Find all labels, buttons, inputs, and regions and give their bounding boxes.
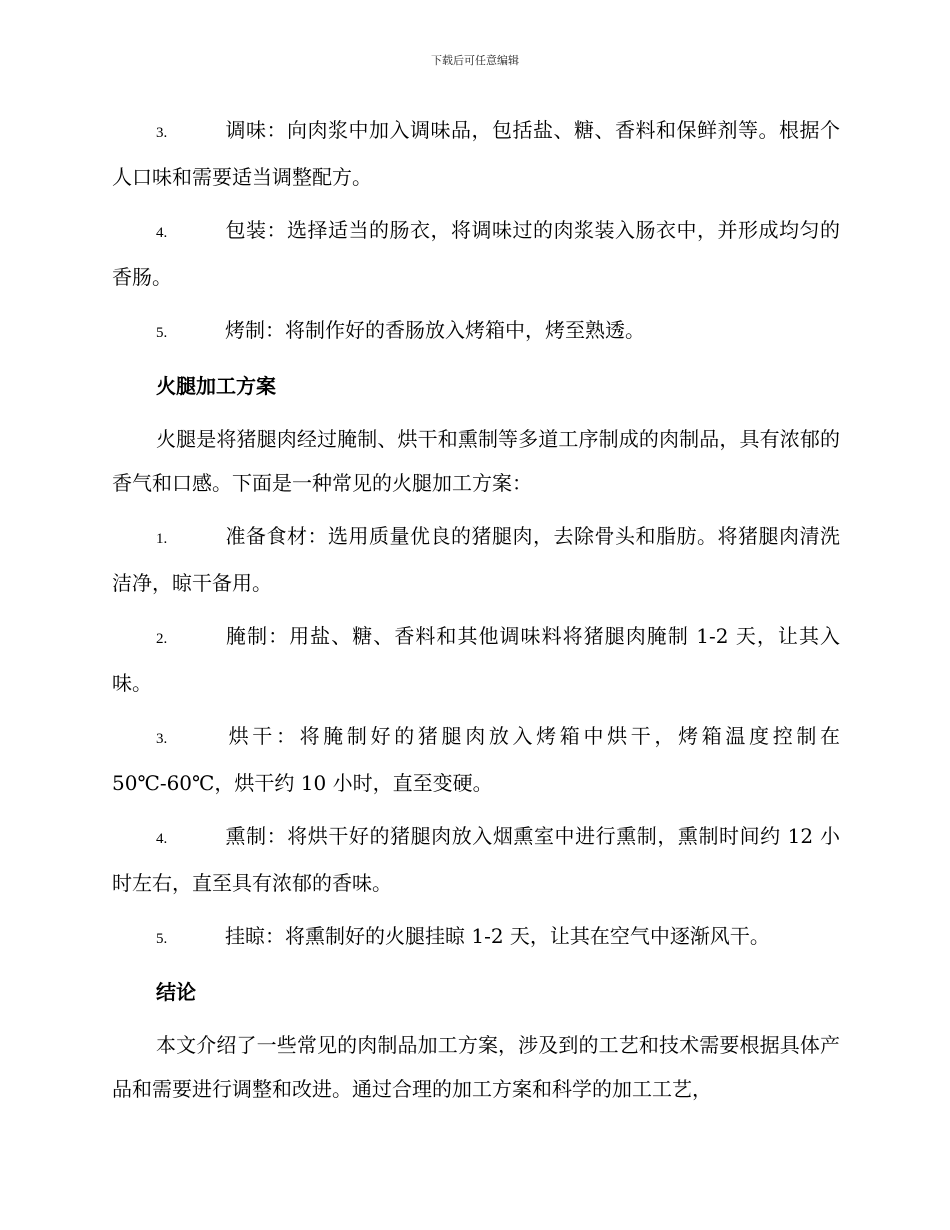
section-heading-ham: 火腿加工方案 <box>156 374 276 398</box>
item-text: 腌制：用盐、糖、香料和其他调味料将猪腿肉腌制 1-2 天，让其入味。 <box>112 624 840 695</box>
conclusion-paragraph: 本文介绍了一些常见的肉制品加工方案，涉及到的工艺和技术需要根据具体产品和需要进行调整和改进。通过合理的加工方案和科学的加工工艺， <box>112 1033 840 1101</box>
item-text: 烘干：将腌制好的猪腿肉放入烤箱中烘干，烤箱温度控制在 50℃-60℃，烘干约 10 小时，直至变硬。 <box>112 724 840 795</box>
list-item <box>112 614 840 705</box>
item-text: 调味：向肉浆中加入调味品，包括盐、糖、香料和保鲜剂等。根据个人口味和需要适当调整配方。 <box>112 118 840 189</box>
item-number: 4. <box>156 225 168 241</box>
list-item <box>112 914 840 961</box>
item-text: 熏制：将烘干好的猪腿肉放入烟熏室中进行熏制，熏制时间约 12 小时左右，直至具有浓郁的香味。 <box>112 824 840 895</box>
item-number: 5. <box>156 931 168 947</box>
item-number: 1. <box>156 531 168 547</box>
item-text: 烤制：将制作好的香肠放入烤箱中，烤至熟透。 <box>225 318 645 342</box>
list-item <box>112 814 840 905</box>
item-text: 挂晾：将熏制好的火腿挂晾 1-2 天，让其在空气中逐渐风干。 <box>225 924 770 948</box>
list-item <box>112 714 840 805</box>
list-item <box>112 208 840 299</box>
ham-intro-paragraph: 火腿是将猪腿肉经过腌制、烘干和熏制等多道工序制成的肉制品，具有浓郁的香气和口感。下面是一种常见的火腿加工方案： <box>112 427 840 495</box>
list-item <box>112 514 840 605</box>
item-number: 3. <box>156 125 168 141</box>
item-number: 3. <box>156 731 168 747</box>
item-text: 准备食材：选用质量优良的猪腿肉，去除骨头和脂肪。将猪腿肉清洗洁净，晾干备用。 <box>112 524 840 595</box>
item-text: 包装：选择适当的肠衣，将调味过的肉浆装入肠衣中，并形成均匀的香肠。 <box>112 218 840 289</box>
list-item <box>112 308 840 355</box>
item-number: 4. <box>156 831 168 847</box>
list-item <box>112 108 840 199</box>
document-body <box>112 108 840 1120</box>
page-header: 下载后可任意编辑 <box>431 54 519 67</box>
item-number: 5. <box>156 325 168 341</box>
item-number: 2. <box>156 631 168 647</box>
section-heading-conclusion: 结论 <box>156 980 196 1004</box>
